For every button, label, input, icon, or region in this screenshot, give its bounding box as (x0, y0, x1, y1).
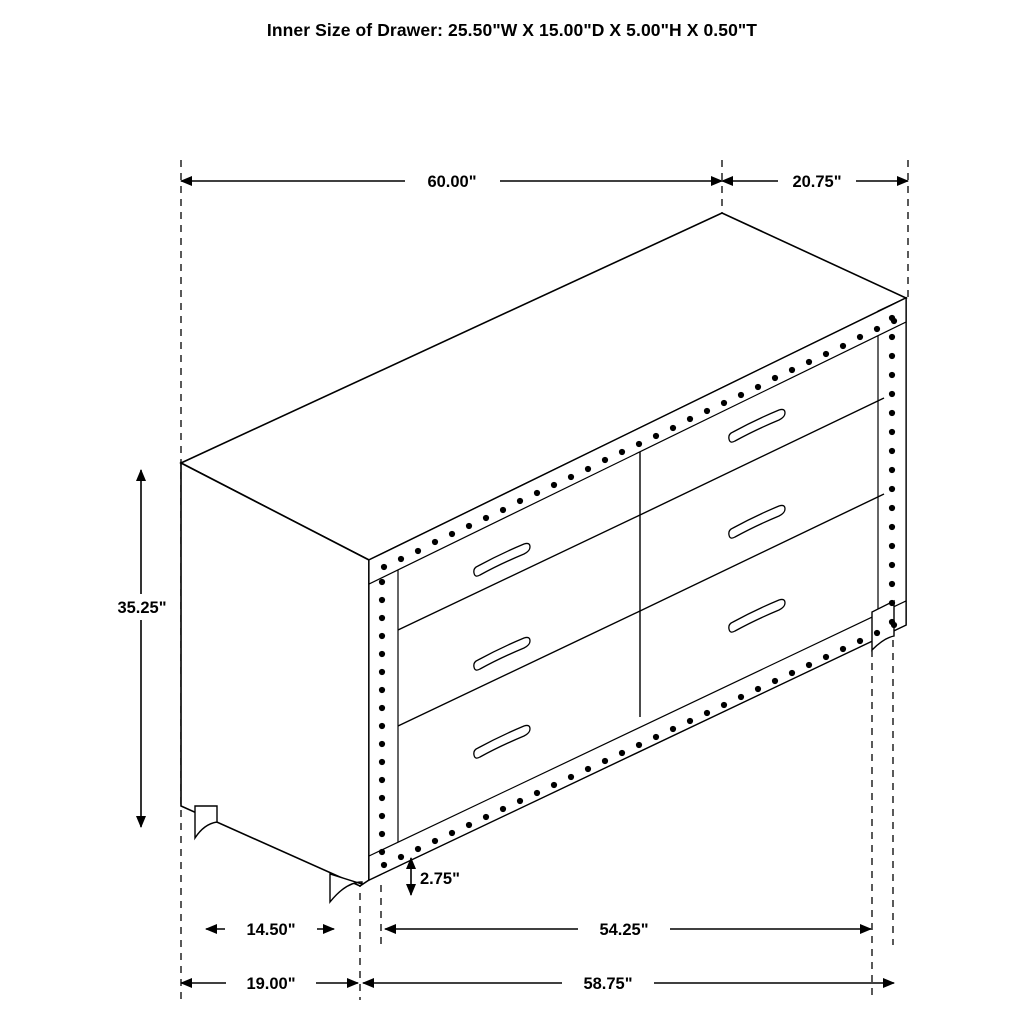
dimension-leg-height (411, 858, 460, 895)
dimension-top-depth (722, 168, 908, 194)
label-top-width: 60.00" (427, 173, 477, 191)
dimension-top-width (181, 168, 722, 194)
label-leg-height: 2.75" (420, 870, 460, 888)
dresser-leg-back-left (195, 806, 217, 838)
dimension-front-overall (363, 970, 894, 996)
dimension-front-base (385, 916, 871, 942)
page-title: Inner Size of Drawer: 25.50"W X 15.00"D X 5.00"H X 0.50"T (266, 20, 758, 40)
dimension-height (104, 470, 180, 827)
label-side-overall: 19.00" (246, 975, 296, 993)
label-front-overall: 58.75" (583, 975, 633, 993)
dimension-side-overall (181, 970, 358, 996)
label-top-depth: 20.75" (792, 173, 842, 191)
label-height: 35.25" (117, 599, 167, 617)
dimension-side-base (206, 916, 334, 942)
dresser-left-trim (369, 546, 398, 880)
dresser-illustration (181, 213, 906, 902)
label-side-base: 14.50" (246, 921, 296, 939)
label-front-base: 54.25" (599, 921, 649, 939)
